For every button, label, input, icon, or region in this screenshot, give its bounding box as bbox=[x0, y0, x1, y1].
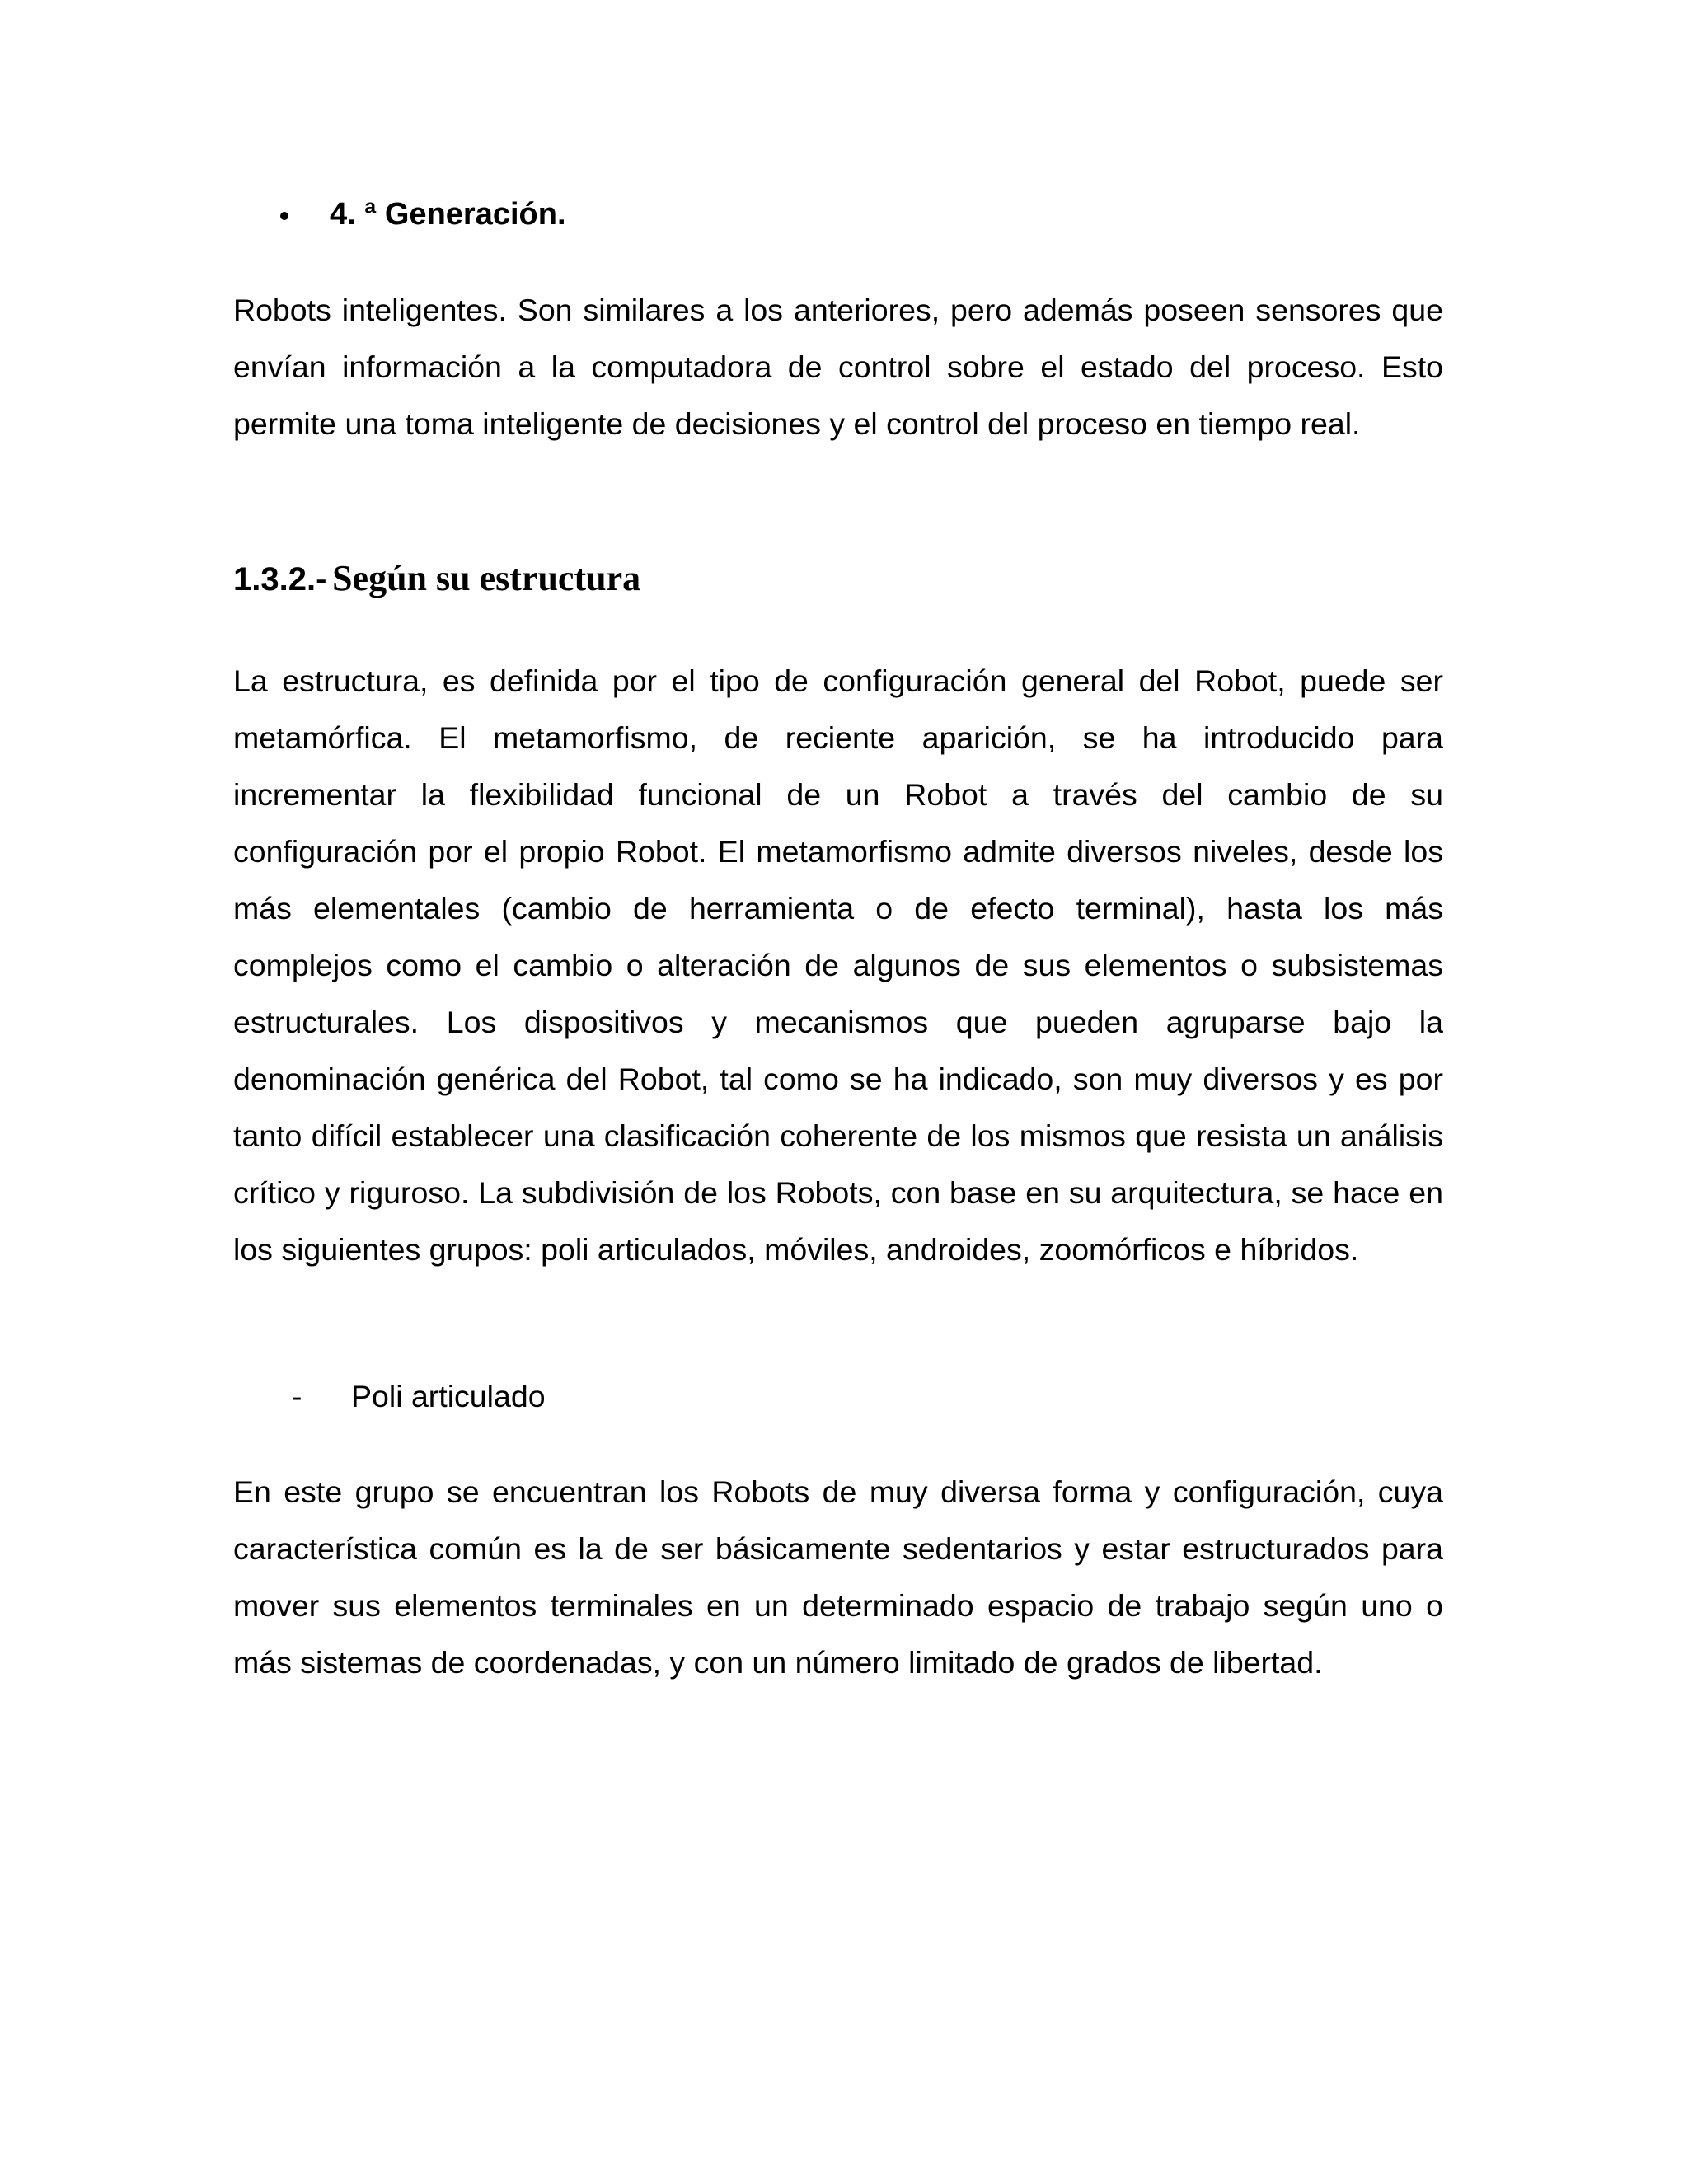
generation-heading: 4. ª Generación. bbox=[330, 197, 566, 232]
poli-articulado-paragraph: En este grupo se encuentran los Robots de muy diversa forma y configuración, cuya característica común es la de ser básicamente sedentarios y estar estructurados para mover sus elementos terminales en un determinado espacio de trabajo según uno o más sistemas de coordenadas, y con un número limitado de grados de libertad. bbox=[233, 1474, 1443, 1680]
section-title: Según su estructura bbox=[332, 558, 641, 598]
section-heading bbox=[233, 554, 640, 609]
generation-bullet-item bbox=[280, 191, 566, 237]
intelligent-robots-paragraph: Robots inteligentes. Son similares a los anteriores, pero además poseen sensores que envían información a la computadora de control sobre el estado del proceso. Esto permite una toma inteligente de decisiones y el control del proceso en tiempo real. bbox=[233, 293, 1443, 441]
list-item-label: Poli articulado bbox=[351, 1379, 546, 1413]
structure-paragraph: La estructura, es definida por el tipo de configuración general del Robot, puede ser metamórfica. El metamorfismo, de reciente aparición, se ha introducido para incrementar la flexibilidad funcional de un Robot a través del cambio de su configuración por el propio Robot. El metamorfismo admite diversos niveles, desde los más elementales (cambio de herramienta o de efecto terminal), hasta los más complejos como el cambio o alteración de algunos de sus elementos o subsistemas estructurales. Los dispositivos y mecanismos que pueden agruparse bajo la denominación genérica del Robot, tal como se ha indicado, son muy diversos y es por tanto difícil establecer una clasificación coherente de los mismos que resista un análisis crítico y riguroso. La subdivisión de los Robots, con base en su arquitectura, se hace en los siguientes grupos: poli articulados, móviles, androides, zoomórficos e híbridos. bbox=[233, 663, 1443, 1267]
section-number: 1.3.2.- bbox=[233, 561, 327, 598]
dash-marker: - bbox=[292, 1379, 302, 1413]
bullet-icon bbox=[280, 212, 288, 220]
list-item bbox=[292, 1373, 546, 1419]
